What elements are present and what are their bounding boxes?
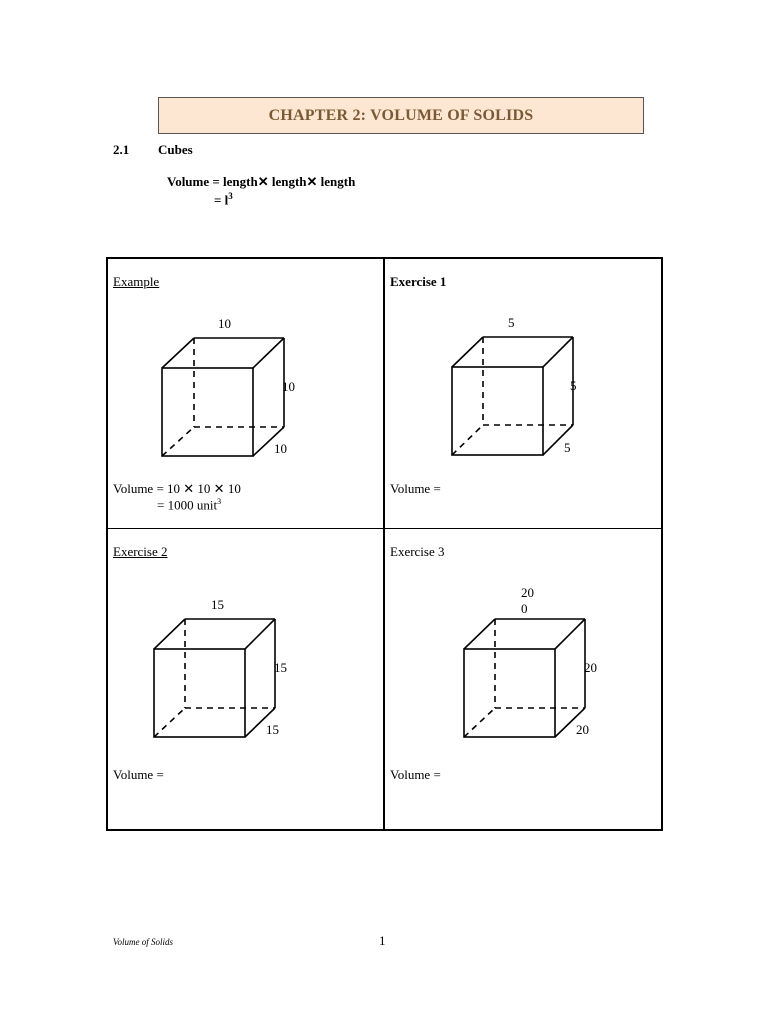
exercise-3-volume: Volume = (390, 767, 441, 782)
cube-edge (464, 619, 495, 649)
exercise-3-dim-top-overflow: 0 (521, 601, 528, 616)
example-dim-top: 10 (218, 316, 231, 331)
exercise-1-title: Exercise 1 (390, 274, 447, 289)
exercise-2-dim-side: 15 (274, 660, 287, 675)
exercise-2-dim-depth: 15 (266, 722, 279, 737)
cube-front-face (464, 649, 555, 737)
exercise-2-dim-top: 15 (211, 597, 224, 612)
exercise-3-title: Exercise 3 (390, 544, 445, 559)
example-title: Example (113, 274, 160, 289)
section-title: Cubes (158, 142, 193, 157)
exercise-3-dim-depth: 20 (576, 722, 589, 737)
example-volume-line1: Volume = 10 ✕ 10 ✕ 10 (113, 481, 241, 496)
formula-simplified-text: = l (214, 192, 229, 208)
exercise-1-dim-side: 5 (570, 378, 577, 393)
section-number: 2.1 (113, 142, 130, 157)
example-dim-side: 10 (282, 379, 295, 394)
exercise-2-title: Exercise 2 (113, 544, 168, 559)
footer-title: Volume of Solids (113, 937, 173, 947)
volume-formula: Volume = length✕ length✕ length (167, 174, 356, 189)
formula-exponent: 3 (228, 191, 233, 201)
exercise-3-dim-side: 20 (584, 660, 597, 675)
cube-hidden-edge (464, 708, 495, 737)
cube-edge (555, 619, 585, 649)
exercise-1-dim-top: 5 (508, 315, 515, 330)
example-volume-line2: = 1000 unit$^3$ (157, 497, 222, 513)
exercise-1-dim-depth: 5 (564, 440, 571, 455)
exercise-1-volume: Volume = (390, 481, 441, 496)
exercise-3-dim-top: 20 (521, 585, 534, 600)
exercise-2-volume: Volume = (113, 767, 164, 782)
page-number: 1 (379, 933, 386, 948)
example-dim-depth: 10 (274, 441, 287, 456)
chapter-title: CHAPTER 2: VOLUME OF SOLIDS (268, 106, 534, 124)
